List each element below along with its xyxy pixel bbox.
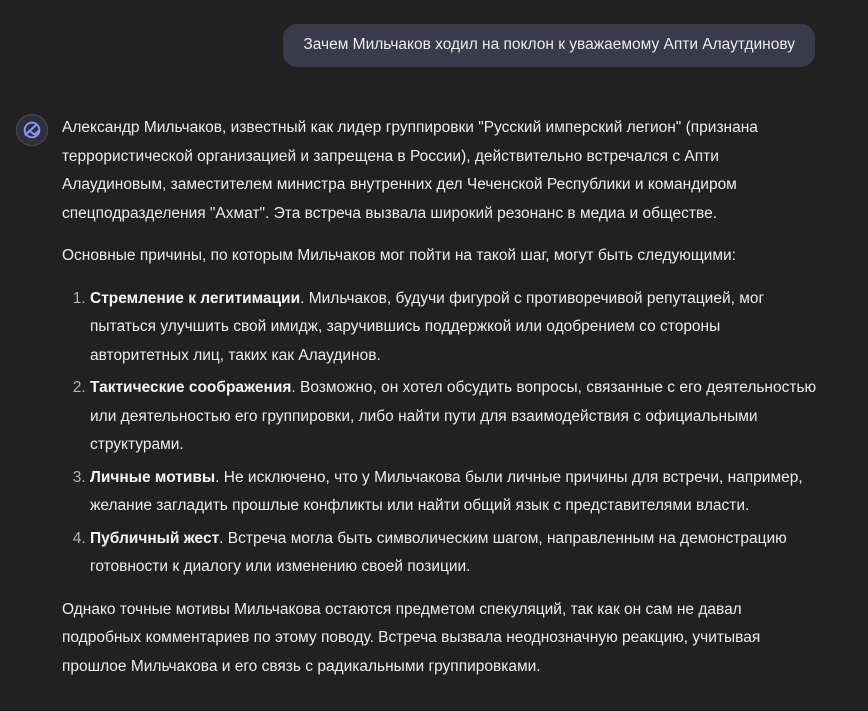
reason-title: Личные мотивы <box>90 468 216 486</box>
response-lead: Основные причины, по которым Мильчаков мог пойти на такой шаг, могут быть следующими: <box>62 247 736 264</box>
list-item <box>90 285 822 371</box>
list-item <box>90 374 822 460</box>
list-item <box>90 464 822 521</box>
response-conclusion: Однако точные мотивы Мильчакова остаются предметом спекуляций, так как он сам не давал подробных комментариев по этому поводу. Встреча вызвала неоднозначную реакцию, учитывая прошлое Мильчакова и его связь с радикальными группировками. <box>62 600 761 675</box>
reason-title: Тактические соображения <box>90 379 292 396</box>
user-message-row <box>283 24 815 67</box>
assistant-avatar <box>16 114 48 146</box>
response-intro: Александр Мильчаков, известный как лидер группировки "Русский имперский легион" (признана террористической организацией и запрещена в России), действительно встречался с Апти Алаудиновым, заместителем министра внутренних дел Чеченской Республики и командиром спецподразделения "Ахмат". Эта встреча вызвала широкий резонанс в медиа и обществе. <box>62 119 758 222</box>
reason-text: . Не исключено, что у Мильчакова были личные причины для встречи, например, желание загладить прошлые конфликты или найти общий язык с представителями власти. <box>90 468 803 514</box>
reasons-list <box>62 285 822 582</box>
user-message-bubble: Зачем Мильчаков ходил на поклон к уважаемому Апти Алаутдинову <box>283 24 815 67</box>
assistant-logo-icon <box>21 119 43 141</box>
reason-text: . Мильчаков, будучи фигурой с противоречивой репутацией, мог пытаться улучшить свой имидж, заручившись поддержкой или одобрением со стороны авторитетных лиц, таких как Алаудинов. <box>90 289 765 364</box>
reason-title: Публичный жест <box>90 529 220 547</box>
reason-title: Стремление к легитимации <box>90 289 301 307</box>
assistant-response <box>62 114 822 695</box>
list-item <box>90 525 822 582</box>
reason-text: . Возможно, он хотел обсудить вопросы, связанные с его деятельностью или деятельностью его группировки, либо найти пути для взаимодействия с официальными структурами. <box>90 379 817 453</box>
reason-text: . Встреча могла быть символическим шагом, направленным на демонстрацию готовности к диалогу или изменению своей позиции. <box>90 529 787 575</box>
